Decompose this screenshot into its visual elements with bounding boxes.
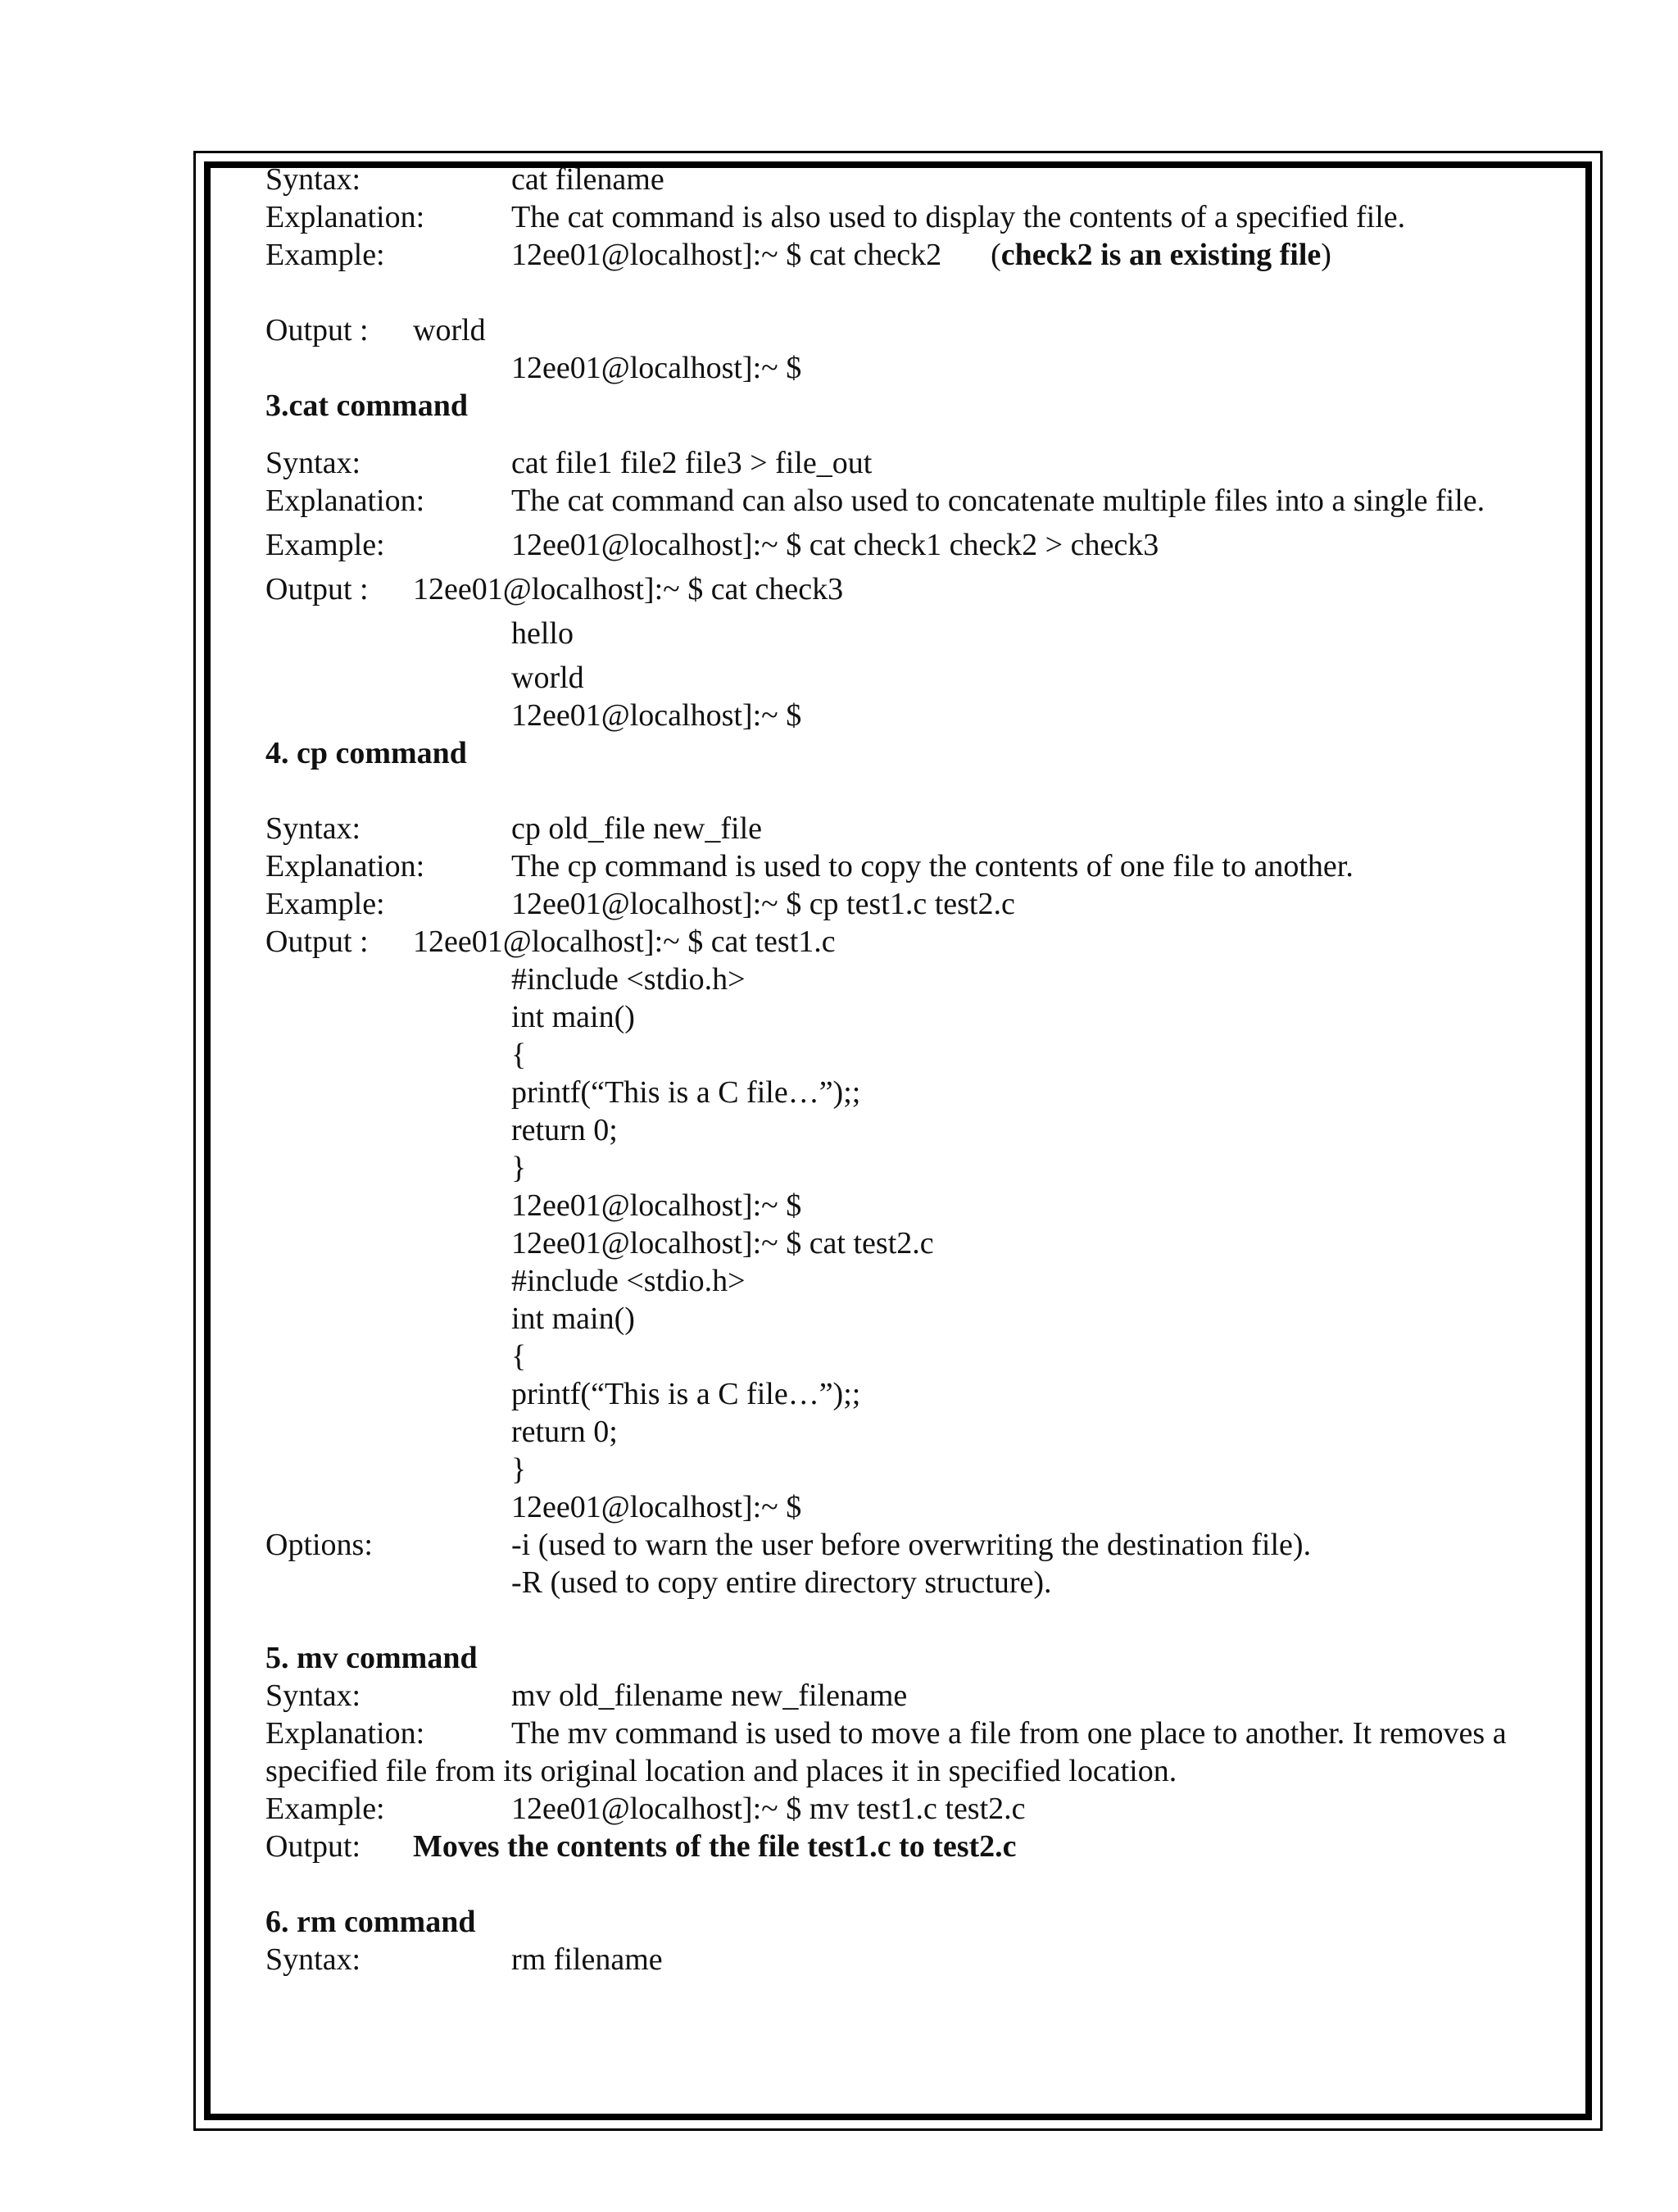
option-item: -i (used to warn the user before overwriting the destination file). — [511, 1528, 1312, 1562]
explanation-label: Explanation: — [265, 1716, 425, 1751]
syntax-label: Syntax: — [265, 162, 361, 197]
code-line: printf(“This is a C file…”);; — [511, 1377, 861, 1411]
section5-explanation-row — [265, 1715, 1560, 1752]
output-line: 12ee01@localhost]:~ $ — [511, 698, 802, 733]
example-value: 12ee01@localhost]:~ $ mv test1.c test2.c — [511, 1792, 1026, 1826]
note-open-paren: ( — [991, 238, 1001, 272]
code-line: #include <stdio.h> — [511, 962, 746, 997]
code-line: return 0; — [511, 1113, 618, 1147]
syntax-value: cat filename — [511, 162, 664, 197]
explanation-value: The mv command is used to move a file from one place to another. It removes a — [511, 1716, 1507, 1751]
code-line: #include <stdio.h> — [511, 1264, 746, 1298]
block1-syntax-row — [265, 161, 1560, 198]
output-line: hello — [511, 616, 574, 651]
explanation-value: The cat command is also used to display the contents of a specified file. — [511, 200, 1406, 234]
output-label: Output : — [265, 924, 369, 959]
example-label: Example: — [265, 1792, 385, 1826]
section6-syntax-row — [265, 1941, 1560, 1978]
document-body — [265, 161, 1560, 1978]
code-line: { — [511, 1038, 527, 1072]
block1-example-row — [265, 236, 1560, 274]
output-value: 12ee01@localhost]:~ $ cat test1.c — [413, 924, 836, 959]
options-label: Options: — [265, 1528, 373, 1562]
explanation-label: Explanation: — [265, 484, 425, 518]
explanation-label: Explanation: — [265, 849, 425, 883]
syntax-value: cat file1 file2 file3 > file_out — [511, 446, 873, 480]
syntax-label: Syntax: — [265, 1942, 361, 1977]
syntax-value: rm filename — [511, 1942, 663, 1977]
output-value: Moves the contents of the file test1.c to test2.c — [413, 1829, 1017, 1864]
explanation-value: The cp command is used to copy the contents of one file to another. — [511, 849, 1354, 883]
section5-output-row — [265, 1828, 1560, 1865]
code-line: 12ee01@localhost]:~ $ — [511, 1188, 802, 1223]
explanation-continuation: specified file from its original location and places it in specified location. — [265, 1754, 1177, 1788]
syntax-value: cp old_file new_file — [511, 811, 763, 846]
code-line: int main() — [511, 1301, 635, 1336]
section4-options-row — [265, 1526, 1560, 1564]
section5-heading: 5. mv command — [265, 1641, 478, 1675]
block1-output-row — [265, 311, 1560, 349]
syntax-label: Syntax: — [265, 1678, 361, 1713]
section3-output-row — [265, 570, 1560, 608]
syntax-label: Syntax: — [265, 446, 361, 480]
code-line: } — [511, 1151, 527, 1185]
example-value: 12ee01@localhost]:~ $ cat check2 — [511, 238, 942, 272]
section5-example-row — [265, 1790, 1560, 1828]
code-line: printf(“This is a C file…”);; — [511, 1075, 861, 1110]
output-line: world — [511, 661, 584, 695]
example-label: Example: — [265, 528, 385, 562]
note-close-paren: ) — [1321, 238, 1331, 272]
code-line: 12ee01@localhost]:~ $ — [511, 1490, 802, 1524]
example-label: Example: — [265, 887, 385, 921]
section4-output-row — [265, 923, 1560, 961]
section4-example-row — [265, 885, 1560, 923]
example-value: 12ee01@localhost]:~ $ cat check1 check2 > check3 — [511, 528, 1159, 562]
section4-syntax-row — [265, 810, 1560, 847]
code-line: { — [511, 1339, 527, 1374]
section3-example-row — [265, 526, 1560, 564]
section3-syntax-row — [265, 444, 1560, 482]
code-line: int main() — [511, 1000, 635, 1034]
output-label: Output: — [265, 1829, 361, 1864]
section4-explanation-row — [265, 847, 1560, 885]
output-label: Output : — [265, 572, 369, 606]
section4-heading: 4. cp command — [265, 736, 467, 770]
explanation-value: The cat command can also used to concatenate multiple files into a single file. — [511, 484, 1485, 518]
section5-syntax-row — [265, 1677, 1560, 1715]
code-line: 12ee01@localhost]:~ $ cat test2.c — [511, 1226, 934, 1260]
example-label: Example: — [265, 238, 385, 272]
example-note — [991, 236, 1331, 274]
syntax-value: mv old_filename new_filename — [511, 1678, 908, 1713]
code-line: } — [511, 1452, 527, 1487]
section6-heading: 6. rm command — [265, 1905, 476, 1939]
explanation-label: Explanation: — [265, 200, 425, 234]
section3-explanation-row — [265, 482, 1560, 520]
block1-explanation-row — [265, 198, 1560, 236]
option-item: -R (used to copy entire directory structure). — [511, 1565, 1052, 1600]
output-value: 12ee01@localhost]:~ $ cat check3 — [413, 572, 844, 606]
note-bold: check2 is an existing file — [1000, 238, 1322, 272]
output-value: world — [413, 313, 486, 347]
code-line: return 0; — [511, 1415, 618, 1449]
output-prompt: 12ee01@localhost]:~ $ — [511, 351, 802, 385]
example-value: 12ee01@localhost]:~ $ cp test1.c test2.c — [511, 887, 1015, 921]
section3-heading: 3.cat command — [265, 388, 468, 423]
syntax-label: Syntax: — [265, 811, 361, 846]
output-label: Output : — [265, 313, 369, 347]
